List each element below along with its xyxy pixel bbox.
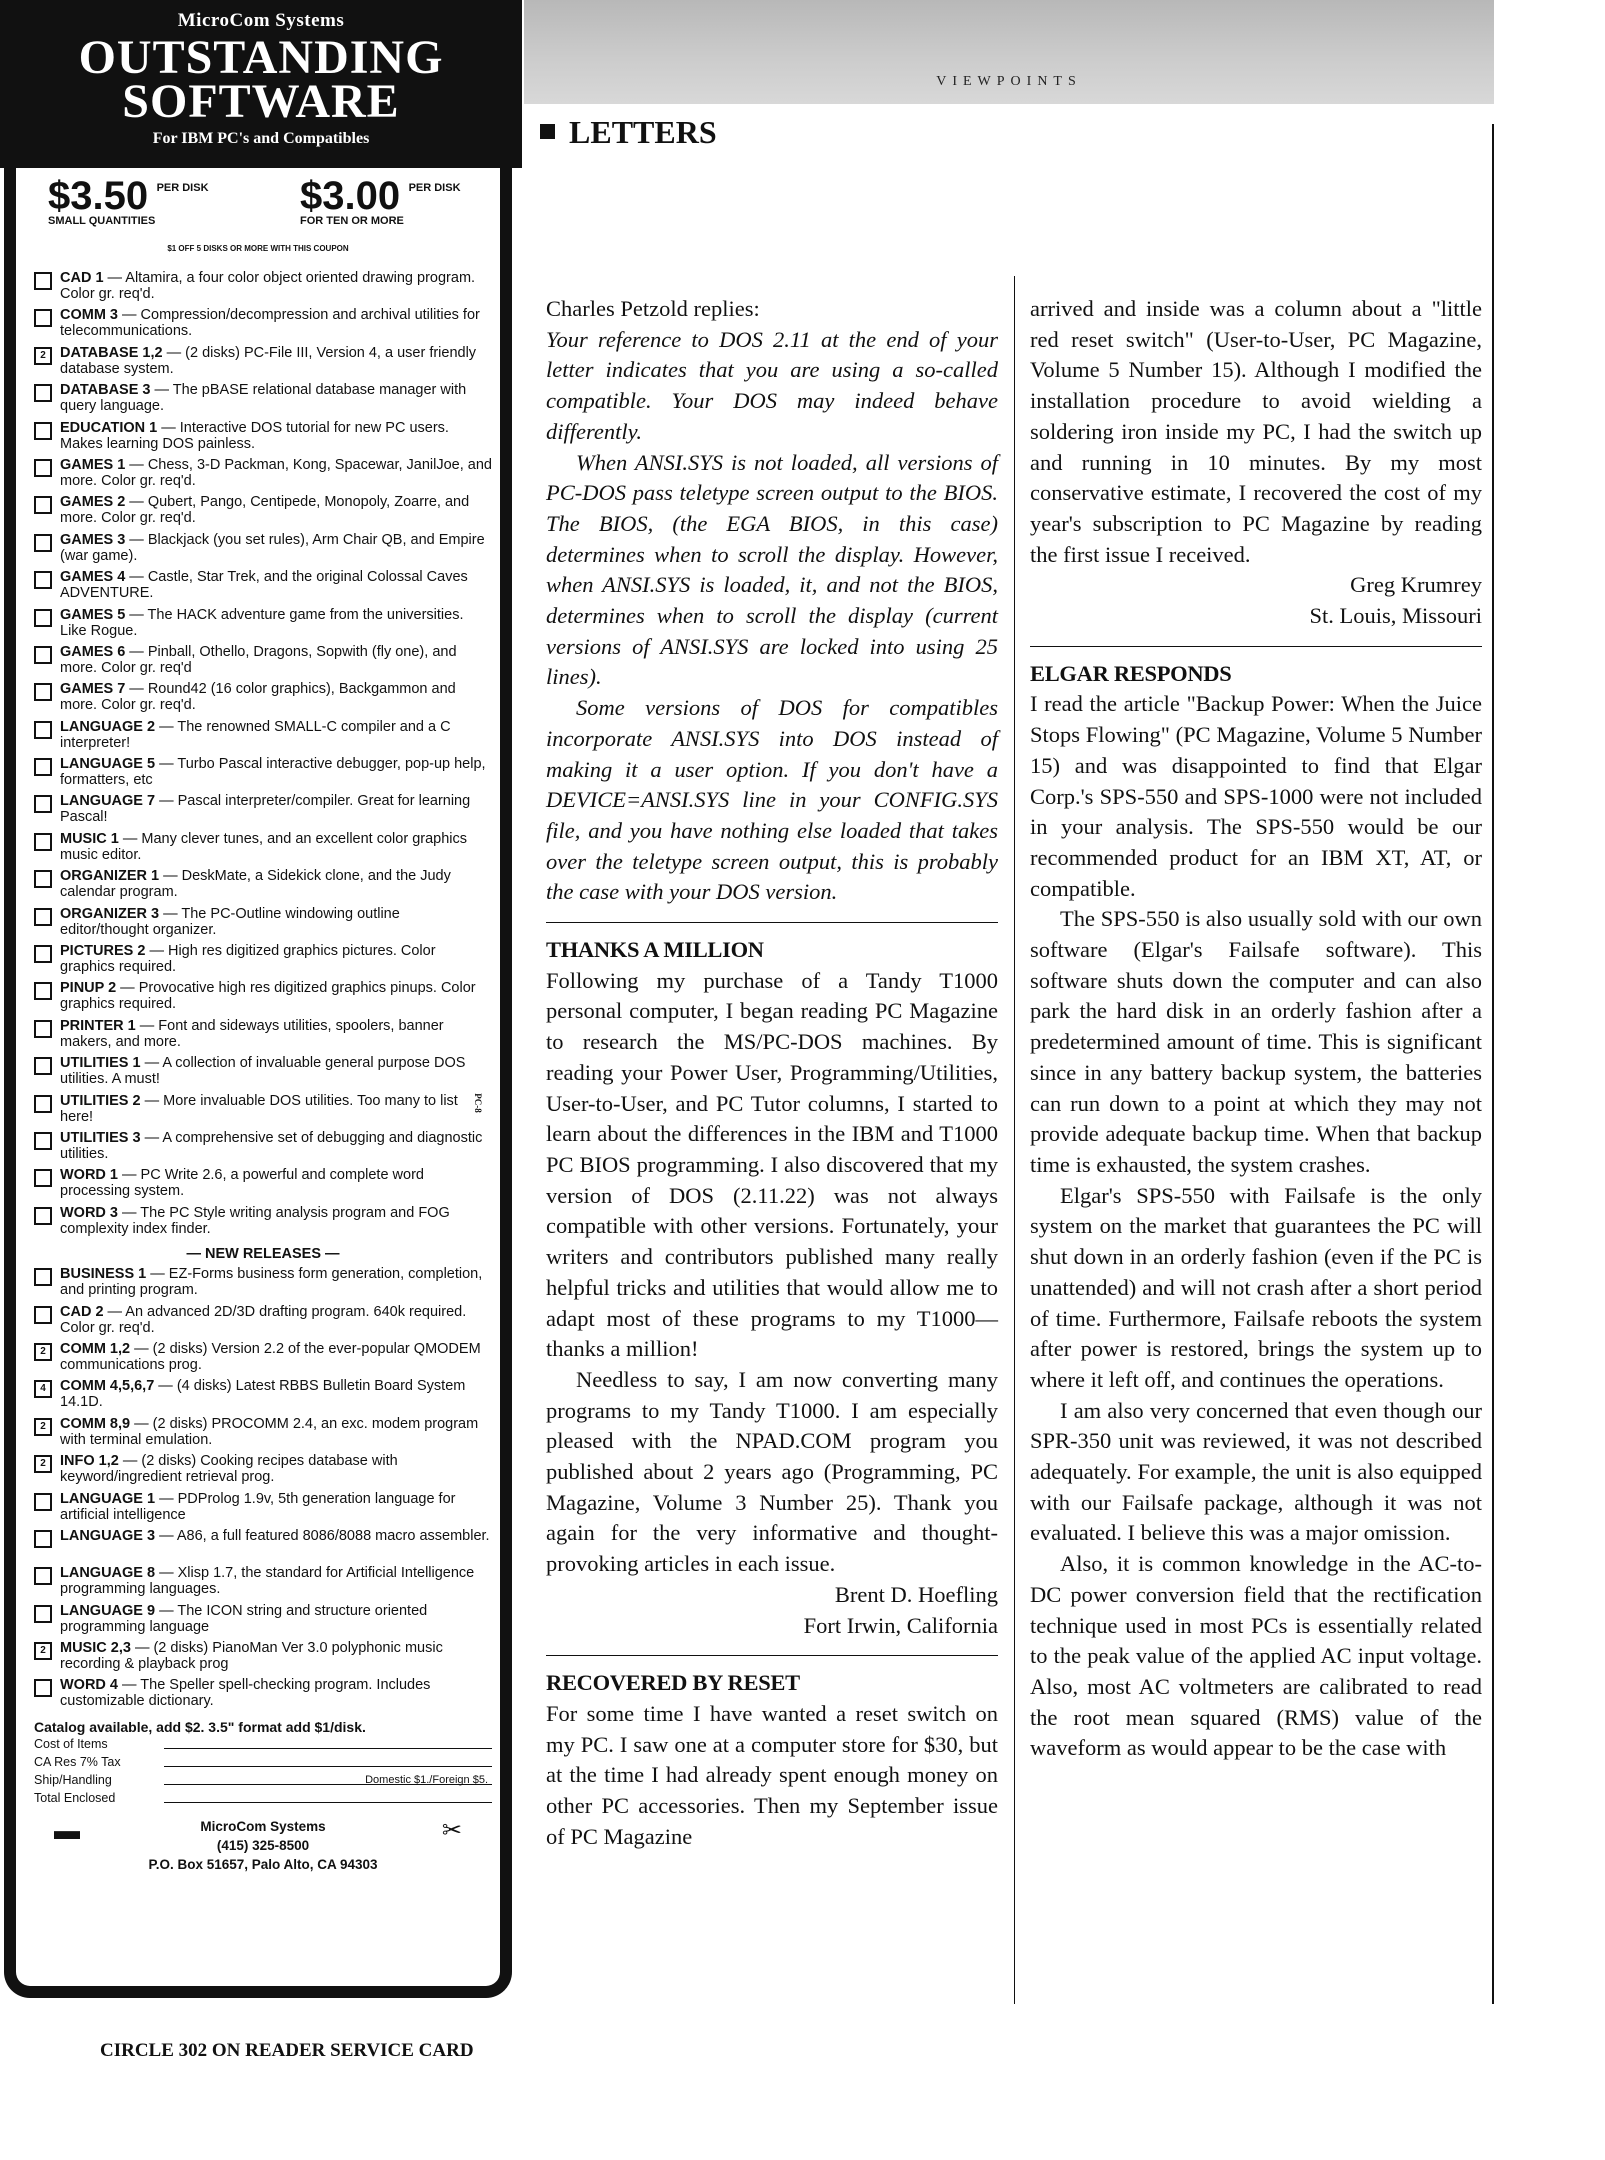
product-item (34, 980, 492, 1017)
order-checkbox[interactable]: 2 (34, 1642, 52, 1660)
ad-headline-line-2: SOFTWARE (122, 75, 400, 128)
order-line (34, 1735, 492, 1753)
reply-paragraph: When ANSI.SYS is not loaded, all versions of PC-DOS pass teletype screen output to the BIOS. The BIOS, (the EGA BIOS, in this case) determines when to scroll the display. However, when ANSI.SYS is loaded, it, and not the BIOS, determines when to scroll the display (current versions of ANSI.SYS are locked into using 25 lines). (546, 449, 998, 690)
price-small-qty: SMALL QUANTITIES (48, 215, 156, 227)
section-banner (524, 0, 1494, 104)
letter-paragraph: arrived and inside was a column about a "little red reset switch" (User-to-User, PC Magazine, Volume 5 Number 15). Although I modified the installation procedure to avoid wielding a soldering iron inside my PC, I had the switch up and running in 10 minutes. By my most conservative estimate, I recovered the cost of my year's subscription to PC Magazine by reading the first issue I received. (1030, 296, 1482, 567)
product-description: — A collection of invaluable general purpose DOS utilities. A must! (60, 1055, 466, 1088)
product-text (60, 793, 492, 825)
product-text (60, 1130, 492, 1162)
order-checkbox[interactable] (34, 945, 52, 963)
order-line-field[interactable] (164, 1735, 492, 1749)
product-name: LANGUAGE 9 (60, 1602, 156, 1619)
product-item (34, 906, 492, 943)
order-checkbox[interactable] (34, 309, 52, 327)
order-line (34, 1753, 492, 1771)
letter-paragraph: I am also very concerned that even though our SPR-350 unit was reviewed, it was not described adequately. For example, the unit is also equipped with our Failsafe package, although it was not evaluated. I believe this was a major omission. (1030, 1397, 1482, 1546)
product-description: — Interactive DOS tutorial for new PC users. Makes learning DOS painless. (60, 419, 449, 452)
order-form (34, 1735, 492, 1807)
product-description: — More invaluable DOS utilities. Too many to list here! (60, 1092, 458, 1125)
footer-phone: (415) 325-8500 (216, 1837, 310, 1853)
product-text (60, 1018, 492, 1050)
order-checkbox[interactable]: 2 (34, 347, 52, 365)
product-text (60, 943, 492, 975)
product-name: UTILITIES 3 (60, 1129, 141, 1146)
footer-company: MicroCom Systems (200, 1818, 326, 1834)
product-item (34, 681, 492, 718)
new-releases-heading: — NEW RELEASES — (186, 1246, 340, 1263)
product-name: GAMES 7 (60, 681, 126, 698)
price-large-qty: FOR TEN OR MORE (300, 215, 404, 227)
product-item (34, 457, 492, 494)
product-text (60, 1205, 492, 1237)
product-item (34, 382, 492, 419)
product-name: COMM 3 (60, 307, 118, 324)
order-checkbox[interactable] (34, 1268, 52, 1286)
scissors-icon: ✂ (441, 1816, 462, 1844)
product-name: WORD 1 (60, 1167, 118, 1184)
letter-signature-name: Greg Krumrey (1350, 572, 1482, 598)
product-text (60, 569, 492, 601)
product-name: CAD 2 (60, 1303, 104, 1320)
product-item (34, 1416, 492, 1453)
product-text (60, 1167, 492, 1199)
product-description: — The Speller spell-checking program. Includes customizable dictionary. (60, 1677, 431, 1710)
order-checkbox[interactable] (34, 571, 52, 589)
product-text (60, 1093, 492, 1125)
product-text (60, 1055, 492, 1087)
price-large-quantity (300, 174, 461, 227)
letter-signature-place: Fort Irwin, California (803, 1612, 998, 1638)
product-name: LANGUAGE 3 (60, 1527, 156, 1544)
order-checkbox[interactable] (34, 422, 52, 440)
product-name: COMM 8,9 (60, 1415, 131, 1432)
product-description: — (2 disks) PROCOMM 2.4, an exc. modem program with terminal emulation. (60, 1415, 479, 1448)
product-description: — The ICON string and structure oriented programming language (60, 1602, 428, 1635)
product-name: CAD 1 (60, 270, 104, 286)
ad-side-code: PC-8 (472, 1093, 483, 1113)
letter-paragraph: The SPS-550 is also usually sold with our own software (Elgar's Failsafe software). This software shuts down the computer and can also park the hard disk in an orderly fashion after a predetermined amount of time. This is significant since in any battery backup system, the batteries can run down to a point at which they may not provide adequate backup time. When that backup time is exhausted, the system crashes. (1030, 906, 1482, 1177)
product-name: WORD 3 (60, 1204, 118, 1221)
product-item (34, 1130, 492, 1167)
product-name: EDUCATION 1 (60, 419, 158, 436)
order-checkbox[interactable] (34, 1679, 52, 1697)
product-text (60, 1416, 492, 1448)
letter-paragraph: Needless to say, I am now converting many programs to my Tandy T1000. I am especially pleased with the NPAD.COM program you published about 2 years ago (Programming, PC Magazine, Volume 3 Number 25). Thank you again for the very informative and thought-provoking articles in each issue. (546, 1366, 998, 1577)
product-item (34, 607, 492, 644)
order-checkbox[interactable] (34, 496, 52, 514)
product-item (34, 1167, 492, 1204)
product-text (60, 1378, 492, 1410)
product-text (60, 420, 492, 452)
letter-divider (546, 922, 998, 923)
product-description: — (2 disks) PC-File III, Version 4, a user friendly database system. (60, 344, 477, 377)
product-name: MUSIC 1 (60, 830, 119, 847)
letter-paragraph: I read the article "Backup Power: When the Juice Stops Flowing" (PC Magazine, Volume 5 Number 15) and was disappointed to find that Elgar Corp.'s SPS-550 and SPS-1000 were not included in your analysis. The SPS-550 would be our recommended product for an IBM XT, AT, or compatible. (1030, 691, 1482, 901)
order-checkbox[interactable] (34, 1057, 52, 1075)
product-text (60, 1528, 492, 1544)
letter-paragraph: Following my purchase of a Tandy T1000 personal computer, I began reading PC Magazine to research the MS/PC-DOS machines. By reading your Power User, Programming/Utilities, User-to-User, and PC Tutor columns, I started to learn about the differences in the IBM and T1000 PC BIOS programming. I also discovered that my version of DOS (2.11.22) was not always compatible with other versions. Fortunately, your writers and contributors published many really helpful tricks and utilities that would allow me to adapt most of these programs to my T1000—thanks a million! (546, 967, 998, 1362)
product-name: COMM 4,5,6,7 (60, 1378, 155, 1395)
product-name: GAMES 3 (60, 531, 126, 548)
page-title-text: LETTERS (569, 114, 717, 150)
order-checkbox[interactable] (34, 646, 52, 664)
product-text (60, 1640, 492, 1672)
products-new (34, 1266, 492, 1715)
page-title (540, 114, 717, 151)
order-line-field[interactable] (164, 1753, 492, 1767)
coupon-note: $1 OFF 5 DISKS OR MORE WITH THIS COUPON (167, 244, 349, 253)
order-checkbox[interactable] (34, 908, 52, 926)
order-checkbox[interactable] (34, 534, 52, 552)
ad-footer (34, 1814, 492, 1874)
price-row (28, 174, 488, 242)
product-name: UTILITIES 1 (60, 1055, 141, 1072)
order-checkbox[interactable] (34, 609, 52, 627)
product-description: — Blackjack (you set rules), Arm Chair QB, and Empire (war game). (60, 531, 485, 564)
product-description: — Chess, 3-D Packman, Kong, Spacewar, JanilJoe, and more. Color gr. req'd. (60, 456, 492, 489)
product-item (34, 719, 492, 756)
products-main (34, 270, 492, 1242)
order-line-label: Total Enclosed (34, 1790, 116, 1805)
letters-column-1 (546, 294, 998, 1852)
order-checkbox[interactable] (34, 1605, 52, 1623)
product-text (60, 1266, 492, 1298)
product-name: COMM 1,2 (60, 1340, 131, 1357)
product-description: — The HACK adventure game from the universities. Like Rogue. (60, 606, 464, 639)
letter-paragraph: Also, it is common knowledge in the AC-to-DC power conversion field that the rectification technique used in most PCs is essentially related to the peak value of the applied AC input voltage. Also, most AC voltmeters are calibrated to read the root mean squared (RMS) value of the waveform as would appear to be the case with (1030, 1551, 1482, 1761)
product-item (34, 1378, 492, 1415)
order-checkbox[interactable] (34, 1169, 52, 1187)
product-text (60, 1453, 492, 1485)
product-name: WORD 4 (60, 1677, 118, 1694)
ad-header (0, 0, 522, 168)
product-item (34, 1304, 492, 1341)
product-text (60, 980, 492, 1012)
product-name: BUSINESS 1 (60, 1266, 147, 1283)
product-text (60, 532, 492, 564)
product-description: — (2 disks) Version 2.2 of the ever-popular QMODEM communications prog. (60, 1340, 481, 1373)
order-line-field[interactable]: Domestic $1./Foreign $5. (164, 1771, 492, 1785)
product-item (34, 1491, 492, 1528)
product-description: — The PC-Outline windowing outline editor/thought organizer. (60, 905, 400, 938)
footer-address: P.O. Box 51657, Palo Alto, CA 94303 (148, 1856, 378, 1872)
product-description: — PDProlog 1.9v, 5th generation language for artificial intelligence (60, 1490, 456, 1523)
product-description: — EZ-Forms business form generation, completion, and printing program. (60, 1266, 483, 1299)
product-description: — A86, a full featured 8086/8088 macro assembler. (155, 1527, 490, 1544)
product-item (34, 1677, 492, 1714)
price-small-quantity (48, 174, 209, 227)
product-item (34, 1205, 492, 1242)
product-description: — Turbo Pascal interactive debugger, pop-up help, formatters, etc (60, 756, 486, 789)
price-small-unit: PER DISK (156, 182, 209, 194)
product-item (34, 644, 492, 681)
letter-heading: RECOVERED BY RESET (546, 1670, 800, 1696)
order-line (34, 1789, 492, 1807)
order-checkbox[interactable] (34, 982, 52, 1000)
right-margin-rule (1492, 124, 1494, 2004)
product-text (60, 644, 492, 676)
product-description: — Pinball, Othello, Dragons, Sopwith (fly one), and more. Color gr. req'd (60, 643, 457, 676)
product-description: — Qubert, Pango, Centipede, Monopoly, Zoarre, and more. Color gr. req'd. (60, 494, 470, 527)
product-description: — Many clever tunes, and an excellent color graphics music editor. (60, 830, 468, 863)
product-text (60, 756, 492, 788)
product-item (34, 831, 492, 868)
order-checkbox[interactable] (34, 1493, 52, 1511)
product-description: — High res digitized graphics pictures. Color graphics required. (60, 943, 436, 976)
order-checkbox[interactable]: 2 (34, 1343, 52, 1361)
product-name: DATABASE 1,2 (60, 344, 163, 361)
product-name: GAMES 2 (60, 494, 126, 511)
reply-paragraph: Some versions of DOS for compatibles incorporate ANSI.SYS into DOS instead of making it a user option. If you don't have a DEVICE=ANSI.SYS line in your CONFIG.SYS file, and you have nothing else loaded that takes over the teletype screen output, this is probably the case with your DOS version. (546, 695, 998, 905)
catalog-note: Catalog available, add $2. 3.5" format add $1/disk. (34, 1718, 366, 1735)
product-item (34, 1565, 492, 1602)
order-checkbox[interactable] (34, 1132, 52, 1150)
ad-headline-line-1: OUTSTANDING (78, 31, 444, 84)
product-description: — Round42 (16 color graphics), Backgammon and more. Color gr. req'd. (60, 681, 456, 714)
order-checkbox[interactable] (34, 1020, 52, 1038)
order-checkbox[interactable] (34, 272, 52, 290)
product-description: — The renowned SMALL-C compiler and a C interpreter! (60, 718, 451, 751)
product-text (60, 1565, 492, 1597)
product-item (34, 420, 492, 457)
reply-paragraph: Your reference to DOS 2.11 at the end of your letter indicates that you are using a so-called compatible. Your DOS may indeed behave differently. (546, 326, 998, 444)
order-checkbox[interactable] (34, 870, 52, 888)
product-text (60, 1677, 492, 1709)
letter-paragraph: For some time I have wanted a reset switch on my PC. I saw one at a computer store for $30, but at the time I had already spent enough money on other PC accessories. Then my September issue of PC Magazine (546, 1700, 998, 1849)
product-name: PRINTER 1 (60, 1017, 136, 1034)
product-list (34, 270, 492, 1874)
microcom-advertisement (0, 0, 522, 2010)
product-item (34, 1453, 492, 1490)
product-name: MUSIC 2,3 (60, 1640, 131, 1657)
product-text (60, 1341, 492, 1373)
price-small-value: $3.50 (48, 174, 149, 218)
product-item (34, 494, 492, 531)
product-description: — A comprehensive set of debugging and diagnostic utilities. (60, 1129, 483, 1162)
order-checkbox[interactable] (34, 833, 52, 851)
product-description: — The pBASE relational database manager with query language. (60, 382, 467, 415)
letter-heading: ELGAR RESPONDS (1030, 660, 1232, 686)
product-text (60, 457, 492, 489)
reader-service-note: CIRCLE 302 ON READER SERVICE CARD (100, 2040, 474, 2061)
product-description: — Xlisp 1.7, the standard for Artificial Intelligence programming languages. (60, 1565, 475, 1598)
product-item (34, 943, 492, 980)
order-checkbox[interactable]: 4 (34, 1380, 52, 1398)
product-description: — The PC Style writing analysis program and FOG complexity index finder. (60, 1204, 450, 1237)
product-item (34, 1055, 492, 1092)
product-name: UTILITIES 2 (60, 1092, 141, 1109)
order-checkbox[interactable] (34, 459, 52, 477)
letter-signature-name: Brent D. Hoefling (834, 1581, 998, 1607)
order-line-field[interactable] (164, 1789, 492, 1803)
product-description: — (4 disks) Latest RBBS Bulletin Board System 14.1D. (60, 1378, 466, 1411)
order-line-label: Ship/Handling (34, 1772, 112, 1787)
product-item (34, 1603, 492, 1640)
product-text (60, 1304, 492, 1336)
product-text (60, 270, 492, 302)
product-description: — Pascal interpreter/compiler. Great for learning Pascal! (60, 793, 471, 826)
product-name: PICTURES 2 (60, 943, 146, 960)
product-description: — DeskMate, a Sidekick clone, and the Judy calendar program. (60, 868, 451, 901)
product-description: — Castle, Star Trek, and the original Colossal Caves ADVENTURE. (60, 569, 468, 602)
product-text (60, 1491, 492, 1523)
product-item (34, 307, 492, 344)
price-large-unit: PER DISK (408, 182, 461, 194)
product-description: — Altamira, a four color object oriented drawing program. Color gr. req'd. (60, 270, 476, 302)
product-description: — PC Write 2.6, a powerful and complete word processing system. (60, 1167, 424, 1200)
letters-column-2 (1030, 294, 1482, 1764)
product-description: — Font and sideways utilities, spoolers, banner makers, and more. (60, 1017, 444, 1050)
product-item (34, 1528, 492, 1565)
product-item (34, 1341, 492, 1378)
order-checkbox[interactable]: 2 (34, 1418, 52, 1436)
product-item (34, 345, 492, 382)
product-item (34, 1018, 492, 1055)
product-name: GAMES 6 (60, 643, 126, 660)
order-checkbox[interactable] (34, 384, 52, 402)
microcom-logo-icon: ▬ (54, 1814, 80, 1845)
letter-paragraph: Elgar's SPS-550 with Failsafe is the only system on the market that guarantees the PC will shut down in an orderly fashion (even if the PC is unattended) and will not crash after a short period of time. Furthermore, Failsafe reboots the system after power is restored, brings the system up to where it left off, and continues the operations. (1030, 1182, 1482, 1392)
order-checkbox[interactable] (34, 683, 52, 701)
product-text (60, 307, 492, 339)
ad-subhead: For IBM PC's and Compatibles (152, 130, 370, 147)
product-description: — Compression/decompression and archival utilities for telecommunications. (60, 307, 480, 340)
product-name: PINUP 2 (60, 980, 117, 997)
product-name: GAMES 4 (60, 569, 126, 586)
product-item (34, 532, 492, 569)
product-text (60, 494, 492, 526)
section-label: VIEWPOINTS (936, 74, 1082, 89)
order-line-label: Cost of Items (34, 1736, 108, 1751)
letter-heading: THANKS A MILLION (546, 937, 764, 963)
product-text (60, 681, 492, 713)
product-name: GAMES 5 (60, 606, 126, 623)
reply-intro: Charles Petzold replies: (546, 296, 760, 321)
product-item (34, 756, 492, 793)
order-checkbox[interactable] (34, 1306, 52, 1324)
product-item (34, 793, 492, 830)
product-text (60, 607, 492, 639)
order-checkbox[interactable] (34, 1095, 52, 1113)
column-divider (1014, 276, 1015, 2004)
product-name: LANGUAGE 8 (60, 1565, 156, 1582)
product-item (34, 868, 492, 905)
order-checkbox[interactable] (34, 721, 52, 739)
product-text (60, 1603, 492, 1635)
order-checkbox[interactable] (34, 1207, 52, 1225)
product-item (34, 1640, 492, 1677)
product-text (60, 868, 492, 900)
letter-divider (1030, 646, 1482, 647)
product-name: GAMES 1 (60, 456, 126, 473)
product-item (34, 1266, 492, 1303)
order-line-label: CA Res 7% Tax (34, 1754, 121, 1769)
order-line (34, 1771, 492, 1789)
product-name: ORGANIZER 3 (60, 905, 160, 922)
letter-signature-place: St. Louis, Missouri (1309, 603, 1482, 629)
product-description: — Provocative high res digitized graphics pinups. Color graphics required. (60, 980, 476, 1013)
letter-divider (546, 1655, 998, 1656)
product-description: — An advanced 2D/3D drafting program. 640k required. Color gr. req'd. (60, 1303, 467, 1336)
price-large-value: $3.00 (300, 174, 401, 218)
order-checkbox[interactable]: 2 (34, 1455, 52, 1473)
product-text (60, 345, 492, 377)
product-text (60, 382, 492, 414)
product-name: LANGUAGE 5 (60, 756, 156, 773)
order-checkbox[interactable] (34, 795, 52, 813)
product-name: LANGUAGE 2 (60, 718, 156, 735)
order-checkbox[interactable] (34, 758, 52, 776)
ad-coupon-box (4, 168, 512, 1998)
product-text (60, 719, 492, 751)
product-name: ORGANIZER 1 (60, 868, 160, 885)
product-name: LANGUAGE 7 (60, 793, 156, 810)
product-name: INFO 1,2 (60, 1453, 119, 1470)
product-name: DATABASE 3 (60, 382, 151, 399)
bullet-square-icon (540, 124, 555, 139)
product-description: — (2 disks) PianoMan Ver 3.0 polyphonic music recording & playback prog (60, 1640, 443, 1673)
order-checkbox[interactable] (34, 1567, 52, 1585)
ad-headline (0, 31, 522, 128)
ad-company-name: MicroCom Systems (177, 10, 345, 31)
product-description: — (2 disks) Cooking recipes database with keyword/ingredient retrieval prog. (60, 1453, 398, 1486)
product-name: LANGUAGE 1 (60, 1490, 156, 1507)
product-item (34, 569, 492, 606)
product-text (60, 906, 492, 938)
product-item (34, 270, 492, 307)
order-checkbox[interactable] (34, 1530, 52, 1548)
product-text (60, 831, 492, 863)
product-item (34, 1093, 492, 1130)
